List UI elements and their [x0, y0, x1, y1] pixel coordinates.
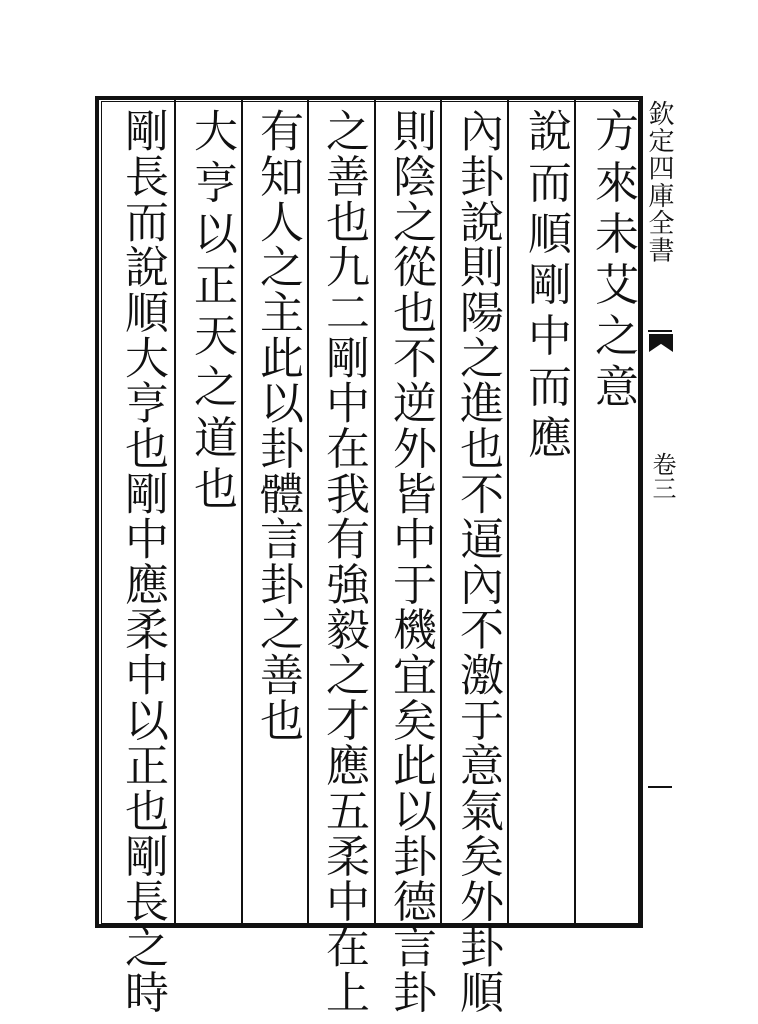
text-column-7: 大亨以正天之道也 — [186, 108, 237, 517]
text-column-8: 剛長而說順大亨也剛中應柔中以正也剛長之時 — [117, 108, 168, 1015]
margin-rule — [648, 330, 672, 332]
column-rule — [440, 98, 442, 924]
text-column-5: 之善也九二剛中在我有強毅之才應五柔中在上 — [318, 108, 369, 1015]
column-rule — [174, 98, 176, 924]
column-rule — [307, 98, 309, 924]
text-column-3: 內卦說則陽之進也不逼內不激于意氣矣外卦順 — [452, 108, 503, 1015]
margin-volume-number: 卷三 — [648, 452, 676, 500]
margin-rule — [648, 786, 672, 788]
column-rule — [241, 98, 243, 924]
column-rule — [374, 98, 376, 924]
text-column-6: 有知人之主此以卦體言卦之善也 — [252, 108, 303, 743]
column-rule — [574, 98, 576, 924]
text-column-2: 說而順剛中而應 — [520, 108, 571, 466]
text-column-4: 則陰之從也不逆外皆中于機宜矣此以卦德言卦 — [385, 108, 436, 1015]
column-rule — [507, 98, 509, 924]
margin-book-title: 欽定四庫全書 — [644, 100, 674, 264]
text-column-1: 方來未艾之意 — [587, 108, 638, 415]
